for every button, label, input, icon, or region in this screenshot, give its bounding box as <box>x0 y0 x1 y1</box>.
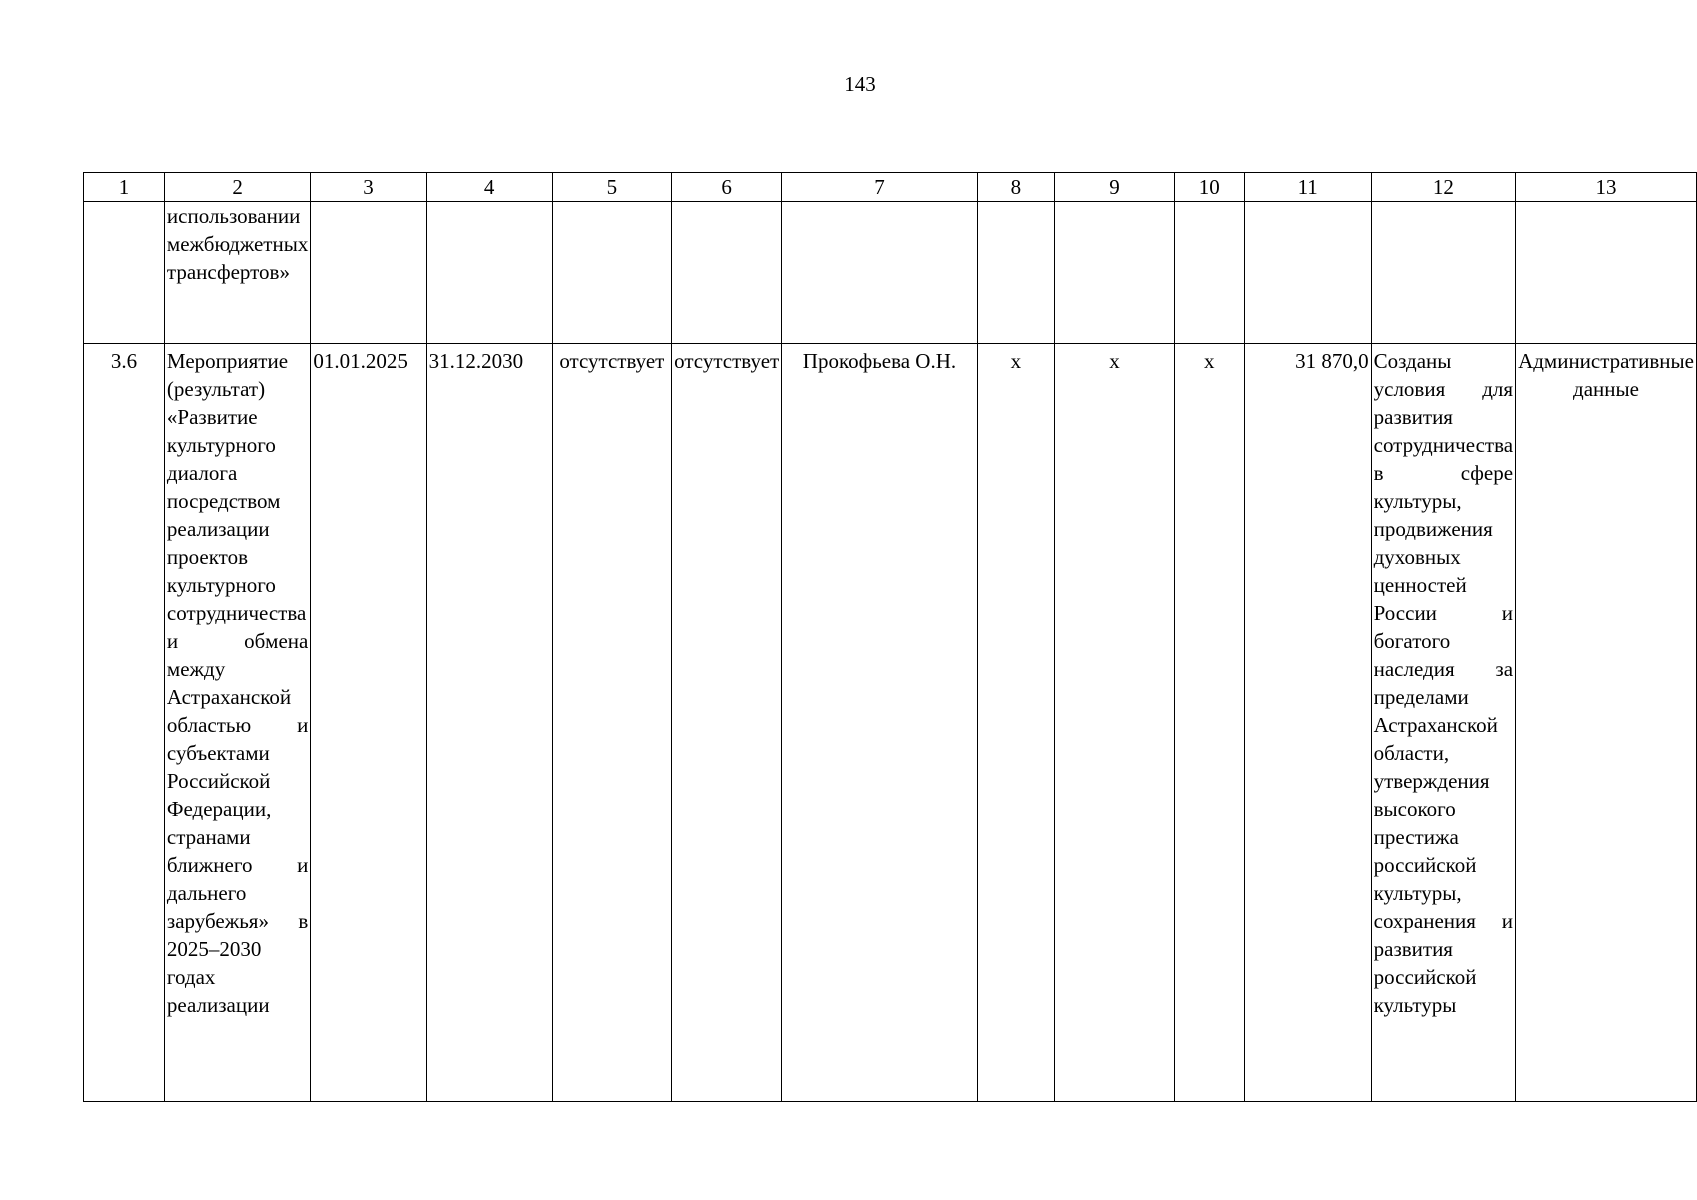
cell-activity-name: использовании межбюджетных трансфертов» <box>164 202 310 344</box>
cell-col-10 <box>1174 202 1244 344</box>
table-row <box>84 202 1697 344</box>
cell-col-10: х <box>1174 344 1244 1102</box>
column-number-4: 4 <box>426 173 552 202</box>
cell-responsible: Прокофьева О.Н. <box>782 344 978 1102</box>
column-number-1: 1 <box>84 173 165 202</box>
cell-source <box>1516 202 1697 344</box>
column-number-10: 10 <box>1174 173 1244 202</box>
column-number-2: 2 <box>164 173 310 202</box>
column-number-6: 6 <box>672 173 782 202</box>
column-number-row <box>84 173 1697 202</box>
cell-source: Административные данные <box>1516 344 1697 1102</box>
column-number-11: 11 <box>1244 173 1371 202</box>
cell-col-5 <box>552 202 672 344</box>
cell-number: 3.6 <box>84 344 165 1102</box>
column-number-8: 8 <box>977 173 1054 202</box>
column-number-3: 3 <box>311 173 426 202</box>
page-number: 143 <box>844 72 876 96</box>
cell-start-date: 01.01.2025 <box>311 344 426 1102</box>
cell-result <box>1371 202 1515 344</box>
column-number-7: 7 <box>782 173 978 202</box>
cell-amount: 31 870,0 <box>1244 344 1371 1102</box>
cell-end-date: 31.12.2030 <box>426 344 552 1102</box>
cell-col-5: отсутствует <box>552 344 672 1102</box>
table-row <box>84 344 1697 1102</box>
column-number-5: 5 <box>552 173 672 202</box>
column-number-9: 9 <box>1055 173 1175 202</box>
program-table <box>83 172 1697 1102</box>
cell-col-9: х <box>1055 344 1175 1102</box>
cell-col-9 <box>1055 202 1175 344</box>
cell-responsible <box>782 202 978 344</box>
cell-start-date <box>311 202 426 344</box>
cell-end-date <box>426 202 552 344</box>
cell-col-8 <box>977 202 1054 344</box>
cell-result: Созданы условия для развития сотрудничества в сфере культуры, продвижения духовных ценностей России и богатого наследия за пределами Астраханской области, утверждения высокого престижа российской культуры, сохранения и развития российской культуры <box>1371 344 1515 1102</box>
column-number-13: 13 <box>1516 173 1697 202</box>
cell-col-6: отсутствует <box>672 344 782 1102</box>
cell-number <box>84 202 165 344</box>
cell-activity-name: Мероприятие (результат) «Развитие культурного диалога посредством реализации проектов культурного сотрудничества и обмена между Астраханской областью и субъектами Российской Федерации, странами ближнего и дальнего зарубежья» в 2025–2030 годах реализации <box>164 344 310 1102</box>
cell-col-6 <box>672 202 782 344</box>
cell-col-8: х <box>977 344 1054 1102</box>
cell-amount <box>1244 202 1371 344</box>
column-number-12: 12 <box>1371 173 1515 202</box>
